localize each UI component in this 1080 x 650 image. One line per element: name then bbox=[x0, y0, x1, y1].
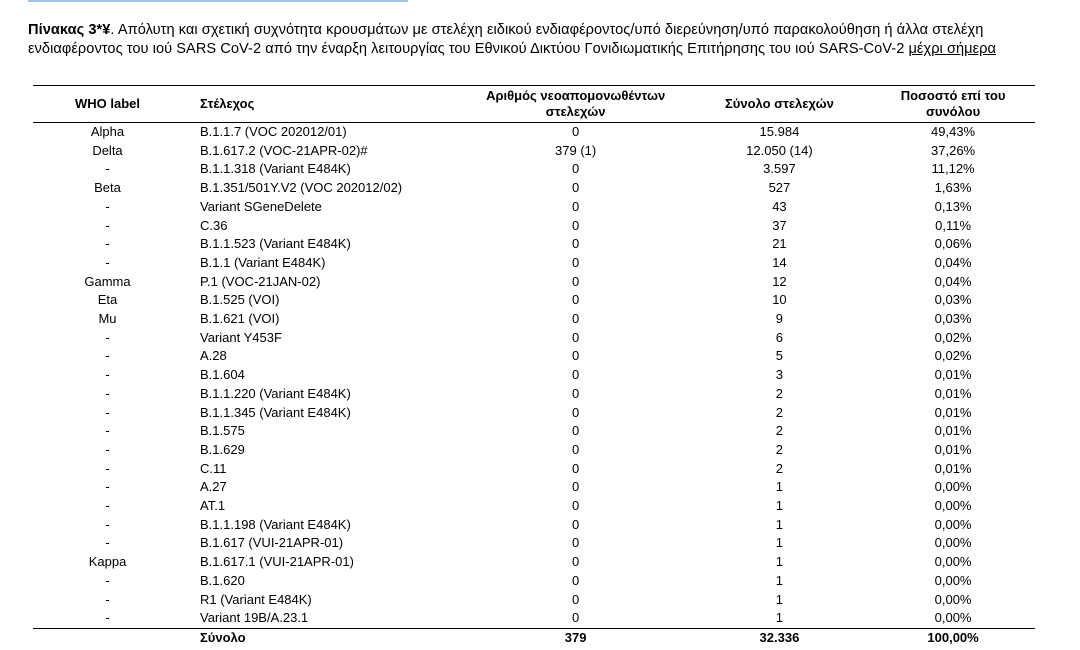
cell-total: 2 bbox=[775, 460, 784, 476]
cell-percent: 0,01% bbox=[934, 404, 972, 420]
cell-strain: B.1.1 (Variant E484K) bbox=[200, 254, 326, 270]
cell-percent: 0,00% bbox=[934, 610, 972, 626]
cell-strain: B.1.1.318 (Variant E484K) bbox=[200, 161, 351, 177]
total-row bbox=[33, 628, 1035, 647]
cell-total: 15.984 bbox=[759, 124, 800, 139]
cell-percent: 0,01% bbox=[934, 385, 972, 401]
cell-total: 1 bbox=[775, 516, 784, 532]
table-row bbox=[33, 366, 1035, 385]
cell-strain: B.1.1.220 (Variant E484K) bbox=[200, 385, 351, 401]
cell-percent: 0,03% bbox=[934, 311, 972, 327]
cell-isolated: 0 bbox=[572, 460, 580, 476]
cell-isolated: 0 bbox=[572, 554, 580, 570]
cell-isolated: 0 bbox=[572, 423, 580, 439]
cell-isolated: 0 bbox=[572, 572, 580, 588]
cell-total: 6 bbox=[775, 329, 784, 345]
cell-strain: B.1.617 (VUI-21APR-01) bbox=[200, 535, 344, 551]
cell-total: 2 bbox=[775, 404, 784, 420]
table-row bbox=[33, 179, 1035, 198]
cell-isolated: 0 bbox=[572, 329, 580, 345]
cell-who-label: Mu bbox=[98, 311, 117, 327]
table-row bbox=[33, 609, 1035, 628]
cell-strain: B.1.629 bbox=[200, 441, 245, 457]
table-row bbox=[33, 291, 1035, 310]
cell-who-label: - bbox=[105, 198, 110, 214]
cell-percent: 0,02% bbox=[934, 348, 972, 364]
cell-strain: R1 (Variant E484K) bbox=[200, 591, 312, 607]
total-label: Σύνολο bbox=[200, 629, 246, 645]
table-row bbox=[33, 422, 1035, 441]
cell-who-label: - bbox=[105, 236, 110, 252]
cell-strain: B.1.525 (VOI) bbox=[200, 292, 280, 308]
cell-strain: B.1.617.1 (VUI-21APR-01) bbox=[200, 554, 354, 570]
cell-who-label: - bbox=[105, 404, 110, 420]
total-who-cell bbox=[33, 628, 182, 647]
table-body bbox=[33, 123, 1035, 629]
cell-percent: 11,12% bbox=[931, 161, 975, 177]
cell-who-label: - bbox=[105, 572, 110, 588]
cell-total: 2 bbox=[775, 385, 784, 401]
cell-strain: B.1.617.2 (VOC-21APR-02)# bbox=[200, 142, 368, 158]
cell-who-label: - bbox=[105, 535, 110, 551]
cell-total: 3 bbox=[775, 367, 784, 383]
cell-total: 1 bbox=[775, 591, 784, 607]
cell-total: 9 bbox=[775, 311, 784, 327]
total-percent: 100,00% bbox=[927, 629, 979, 645]
cell-total: 2 bbox=[775, 423, 784, 439]
table-row bbox=[33, 572, 1035, 591]
table-row bbox=[33, 534, 1035, 553]
cell-strain: B.1.604 bbox=[200, 367, 245, 383]
cell-isolated: 0 bbox=[572, 591, 580, 607]
cell-who-label: - bbox=[105, 460, 110, 476]
cell-who-label: Beta bbox=[94, 180, 121, 196]
cell-isolated: 0 bbox=[572, 441, 580, 457]
cell-percent: 0,00% bbox=[934, 535, 972, 551]
table-row bbox=[33, 142, 1035, 161]
cell-isolated: 0 bbox=[572, 498, 580, 514]
cell-total: 527 bbox=[768, 180, 791, 196]
cell-isolated: 0 bbox=[572, 198, 580, 214]
table-row bbox=[33, 198, 1035, 217]
cell-isolated: 0 bbox=[572, 161, 580, 177]
cell-total: 1 bbox=[775, 479, 784, 495]
cell-who-label: - bbox=[105, 217, 110, 233]
cell-who-label: - bbox=[105, 254, 110, 270]
cell-strain: C.11 bbox=[200, 460, 227, 476]
table-row bbox=[33, 217, 1035, 236]
cell-who-label: - bbox=[105, 610, 110, 626]
cell-isolated: 0 bbox=[572, 535, 580, 551]
cell-isolated: 0 bbox=[572, 385, 580, 401]
cell-percent: 0,04% bbox=[934, 273, 972, 289]
cell-percent: 37,26% bbox=[931, 142, 976, 158]
cell-strain: B.1.351/501Y.V2 (VOC 202012/02) bbox=[200, 180, 403, 196]
cell-isolated: 0 bbox=[572, 273, 580, 289]
table-row bbox=[33, 385, 1035, 404]
table-row bbox=[33, 329, 1035, 348]
cell-percent: 0,02% bbox=[934, 329, 972, 345]
cell-total: 2 bbox=[775, 441, 784, 457]
cell-total: 3.597 bbox=[763, 161, 796, 177]
cell-isolated: 0 bbox=[572, 311, 580, 327]
cell-strain: B.1.1.523 (Variant E484K) bbox=[200, 236, 351, 252]
cell-strain: Variant SGeneDelete bbox=[200, 198, 322, 214]
total-total: 32.336 bbox=[759, 629, 800, 645]
variants-table bbox=[33, 85, 1035, 648]
table-header bbox=[33, 86, 1035, 123]
cell-percent: 0,00% bbox=[934, 572, 972, 588]
cell-total: 1 bbox=[775, 610, 784, 626]
cell-total: 12 bbox=[772, 273, 787, 289]
cell-who-label: - bbox=[105, 498, 110, 514]
cell-isolated: 0 bbox=[572, 254, 580, 270]
cell-strain: B.1.620 bbox=[200, 572, 245, 588]
table-row bbox=[33, 235, 1035, 254]
cell-total: 5 bbox=[775, 348, 784, 364]
cell-percent: 0,01% bbox=[934, 423, 972, 439]
cell-isolated: 0 bbox=[572, 236, 580, 252]
cell-isolated: 0 bbox=[572, 610, 580, 626]
cell-percent: 0,00% bbox=[934, 591, 972, 607]
cell-percent: 0,11% bbox=[935, 217, 972, 233]
cell-who-label: - bbox=[105, 516, 110, 532]
table-row bbox=[33, 347, 1035, 366]
cell-strain: B.1.1.198 (Variant E484K) bbox=[200, 516, 351, 532]
cell-strain: B.1.575 bbox=[200, 423, 245, 439]
cell-isolated: 0 bbox=[572, 292, 580, 308]
cell-who-label: Kappa bbox=[88, 554, 127, 570]
cell-who-label: - bbox=[105, 367, 110, 383]
cell-total: 43 bbox=[772, 198, 787, 214]
cell-strain: C.36 bbox=[200, 217, 228, 233]
cell-isolated: 0 bbox=[572, 180, 580, 196]
table-row bbox=[33, 310, 1035, 329]
cell-isolated: 0 bbox=[572, 217, 580, 233]
cell-strain: A.27 bbox=[200, 479, 227, 495]
cell-total: 14 bbox=[772, 254, 787, 270]
cell-isolated: 379 (1) bbox=[555, 142, 597, 158]
cell-percent: 0,06% bbox=[934, 236, 972, 252]
cell-who-label: Eta bbox=[97, 292, 118, 308]
cell-strain: AT.1 bbox=[200, 498, 226, 514]
cell-percent: 0,00% bbox=[934, 498, 972, 514]
cell-strain: Variant Y453F bbox=[200, 329, 282, 345]
cell-total: 1 bbox=[775, 498, 784, 514]
cell-isolated: 0 bbox=[572, 348, 580, 364]
cell-strain: A.28 bbox=[200, 348, 227, 364]
table-row bbox=[33, 441, 1035, 460]
cell-who-label: - bbox=[105, 348, 110, 364]
cell-percent: 1,63% bbox=[934, 180, 972, 196]
table-row bbox=[33, 273, 1035, 292]
cell-who-label: - bbox=[105, 161, 110, 177]
header-who-label: WHO label bbox=[74, 96, 140, 111]
cell-isolated: 0 bbox=[572, 124, 580, 139]
cell-percent: 0,01% bbox=[934, 441, 972, 457]
cell-strain: Variant 19B/A.23.1 bbox=[200, 610, 309, 626]
cell-isolated: 0 bbox=[572, 404, 580, 420]
table-row bbox=[33, 460, 1035, 479]
cell-strain: B.1.1.345 (Variant E484K) bbox=[200, 404, 351, 420]
cell-who-label: - bbox=[105, 441, 110, 457]
cell-percent: 0,00% bbox=[934, 554, 972, 570]
cell-who-label: - bbox=[105, 591, 110, 607]
cell-percent: 0,00% bbox=[934, 479, 972, 495]
cell-percent: 0,04% bbox=[934, 254, 972, 270]
header-strain: Στέλεχος bbox=[200, 96, 255, 111]
total-isolated: 379 bbox=[564, 629, 587, 645]
table-row bbox=[33, 497, 1035, 516]
table-row bbox=[33, 478, 1035, 497]
cell-percent: 0,00% bbox=[934, 516, 972, 532]
caption-lead: Πίνακας 3*¥ bbox=[28, 22, 111, 38]
cell-percent: 0,13% bbox=[934, 198, 972, 214]
cell-strain: B.1.621 (VOI) bbox=[200, 311, 280, 327]
cell-isolated: 0 bbox=[572, 367, 580, 383]
cell-total: 1 bbox=[775, 554, 784, 570]
cell-percent: 0,01% bbox=[934, 367, 972, 383]
cell-total: 37 bbox=[772, 217, 787, 233]
cell-who-label: Gamma bbox=[84, 273, 131, 289]
table-row bbox=[33, 553, 1035, 572]
cell-total: 21 bbox=[772, 236, 787, 252]
header-isolated: Αριθμός νεοαπομονωθέντων στελεχών bbox=[486, 88, 666, 119]
table-caption bbox=[28, 21, 1058, 60]
caption-text: . Απόλυτη και σχετική συχνότητα κρουσμάτων με στελέχη ειδικού ενδιαφέροντος/υπό διερεύνηση/υπό παρακολούθηση ή άλλα στελέχη ενδιαφέροντος του ιού SARS CoV-2 από την έναρξη λειτουργίας του Εθνικού Δικτύου Γονιδιωματικής Επιτήρησης του ιού SARS-CoV-2 bbox=[28, 22, 984, 58]
cell-percent: 0,01% bbox=[934, 460, 972, 476]
header-total: Σύνολο στελεχών bbox=[724, 96, 834, 111]
cell-who-label: - bbox=[105, 385, 110, 401]
table-footer bbox=[33, 628, 1035, 647]
cell-percent: 49,43% bbox=[931, 124, 976, 139]
header-percent: Ποσοστό επί του συνόλου bbox=[900, 88, 1006, 119]
table-row bbox=[33, 254, 1035, 273]
table-row bbox=[33, 591, 1035, 610]
cell-who-label: - bbox=[105, 479, 110, 495]
cell-total: 1 bbox=[775, 572, 784, 588]
table-row bbox=[33, 160, 1035, 179]
table-row bbox=[33, 123, 1035, 142]
table-row bbox=[33, 404, 1035, 423]
header-row bbox=[33, 86, 1035, 123]
cell-strain: B.1.1.7 (VOC 202012/01) bbox=[200, 124, 347, 139]
cell-who-label: - bbox=[105, 329, 110, 345]
caption-last: μέχρι σήμερα bbox=[908, 41, 997, 58]
cell-who-label: Alpha bbox=[90, 124, 125, 139]
cell-isolated: 0 bbox=[572, 479, 580, 495]
cell-who-label: Delta bbox=[92, 142, 123, 158]
top-rule bbox=[28, 0, 408, 2]
cell-total: 10 bbox=[772, 292, 787, 308]
cell-who-label: - bbox=[105, 423, 110, 439]
cell-total: 12.050 (14) bbox=[746, 142, 813, 158]
cell-strain: P.1 (VOC-21JAN-02) bbox=[200, 273, 321, 289]
cell-percent: 0,03% bbox=[934, 292, 972, 308]
cell-isolated: 0 bbox=[572, 516, 580, 532]
cell-total: 1 bbox=[775, 535, 784, 551]
table-row bbox=[33, 516, 1035, 535]
